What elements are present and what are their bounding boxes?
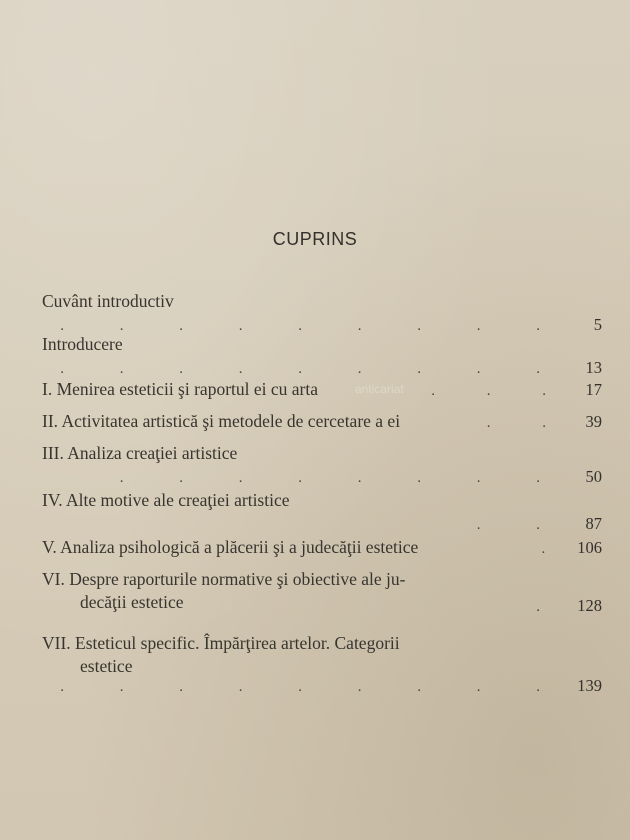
toc-entry-label: I. Menirea esteticii şi raportul ei cu arta	[42, 379, 318, 399]
toc-entry-chapter-5	[42, 536, 602, 561]
toc-entry-page: 13	[585, 358, 602, 377]
toc-entry-chapter-4	[42, 489, 602, 533]
leader-dots: . . . . . . . . .	[60, 361, 566, 377]
toc-entry-label-line-2: decăţii estetice	[80, 592, 184, 612]
toc-entry-page: 87	[585, 514, 602, 533]
toc-entry-label: Cuvânt introductiv	[42, 291, 174, 311]
toc-entry-label: III. Analiza creaţiei artistice	[42, 443, 238, 463]
page-title: CUPRINS	[272, 229, 358, 249]
leader-dots: .	[541, 541, 570, 557]
leader-dots: . . . . . . . . .	[60, 679, 566, 695]
leader-dots: . .	[486, 415, 570, 431]
toc-entry-chapter-2	[42, 410, 602, 435]
toc-entry-label: V. Analiza psihologică a plăcerii şi a judecăţii estetice	[42, 537, 419, 557]
toc-entry-label-line-2: estetice	[80, 656, 133, 676]
toc-entry-label-line-1: VI. Despre raporturile normative şi obiective ale ju-	[42, 569, 406, 589]
toc-entry-page: 106	[577, 538, 602, 557]
toc-entry-label: Introducere	[42, 334, 123, 354]
toc-entry-introducere	[42, 333, 602, 377]
toc-entry-page: 139	[577, 676, 602, 695]
toc-entry-chapter-7	[42, 632, 602, 695]
leader-dots: . .	[476, 517, 566, 533]
table-of-contents	[42, 290, 602, 695]
leader-dots: . . .	[431, 383, 570, 399]
toc-entry-page: 39	[585, 412, 602, 431]
toc-entry-cuvant-introductiv	[42, 290, 602, 334]
toc-entry-page: 50	[585, 467, 602, 486]
toc-entry-label: II. Activitatea artistică şi metodele de cercetare a ei	[42, 411, 401, 431]
toc-entry-page: 128	[577, 596, 602, 615]
toc-entry-label: IV. Alte motive ale creaţiei artistice	[42, 490, 290, 510]
toc-entry-page: 5	[593, 315, 602, 334]
toc-entry-page: 17	[585, 380, 602, 399]
toc-entry-chapter-6	[42, 568, 602, 615]
leader-dots: . . . . . . . . .	[60, 318, 566, 334]
watermark: anticariat	[355, 382, 404, 396]
leader-dots: . . . . . . . .	[119, 470, 566, 486]
leader-dots: .	[536, 599, 566, 615]
toc-entry-chapter-3	[42, 442, 602, 486]
toc-entry-label-line-1: VII. Esteticul specific. Împărţirea artelor. Categorii	[42, 633, 400, 653]
toc-entry-chapter-1	[42, 378, 602, 403]
